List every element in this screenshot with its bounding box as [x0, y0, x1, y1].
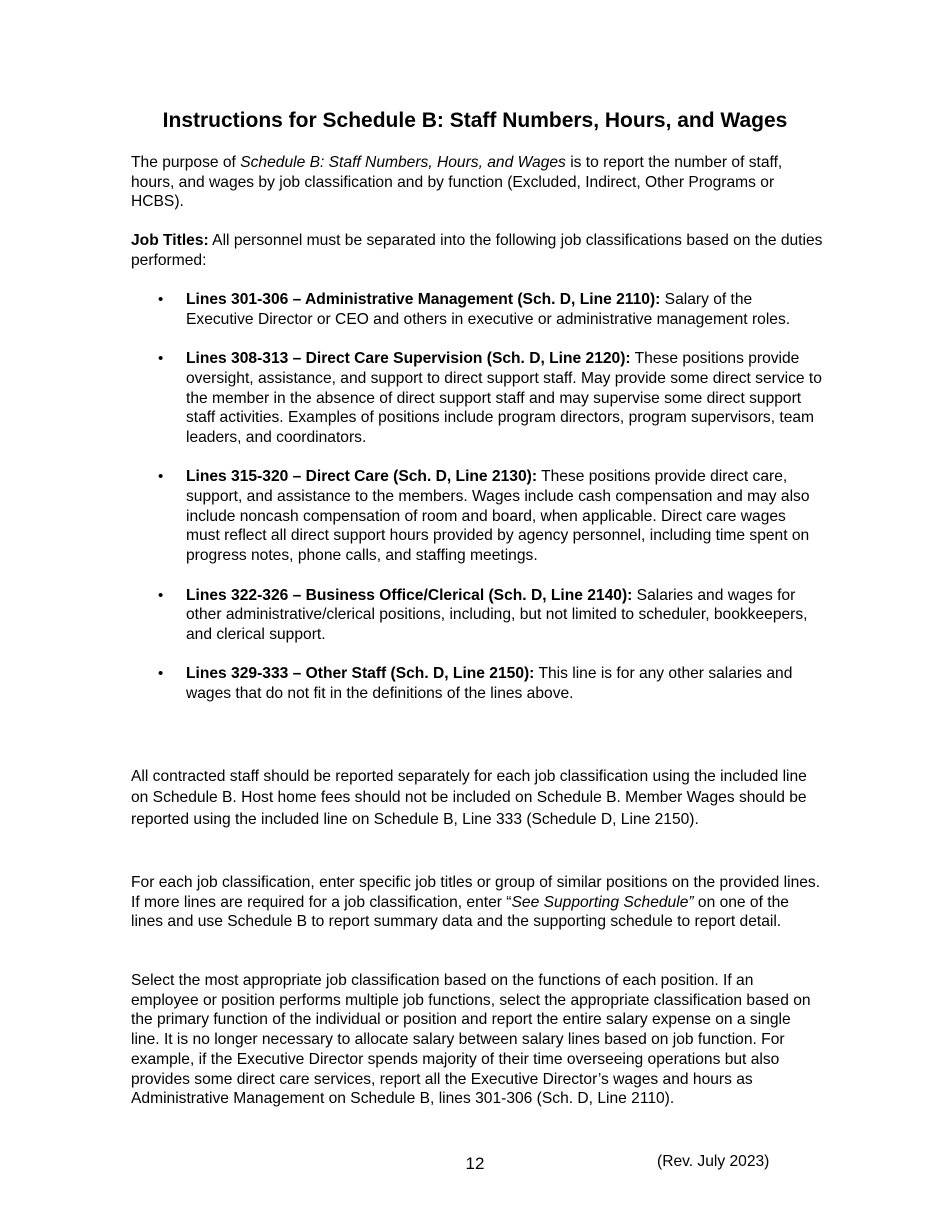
list-item: [131, 664, 823, 703]
intro-italic: Schedule B: Staff Numbers, Hours, and Wages: [240, 154, 566, 171]
bullet-heading: Lines 329-333 – Other Staff (Sch. D, Line 2150):: [186, 665, 535, 683]
bullet-icon: •: [158, 350, 164, 368]
bullet-heading: Lines 315-320 – Direct Care (Sch. D, Line 2130):: [186, 468, 538, 486]
bullet-heading: Lines 301-306 – Administrative Management (Sch. D, Line 2110):: [186, 291, 661, 308]
select-classification-paragraph: Select the most appropriate job classification based on the functions of each position. If an employee or position performs multiple job functions, select the appropriate classification based on the primary function of the individual or position and report the entire salary expense on a single line. It is no longer necessary to allocate salary between salary lines based on job function. For example, if the Executive Director spends majority of their time overseeing operations but also provides some direct care services, report all the Executive Director’s wages and hours as Administrative Management on Schedule B, lines 301-306 (Sch. D, Line 2110).: [131, 972, 811, 1108]
intro-paragraph: [131, 153, 823, 212]
bullet-icon: •: [158, 665, 164, 683]
para-each-post: on one of the lines and use Schedule B to report summary data and the supporting schedule to report detail.: [131, 893, 789, 931]
intro-post: is to report the number of staff, hours, and wages by job classification and by function (Excluded, Indirect, Other Programs or HCBS).: [131, 154, 783, 211]
revision-date: (Rev. July 2023): [657, 1153, 770, 1170]
list-item: [131, 467, 823, 566]
page-title: Instructions for Schedule B: Staff Numbers, Hours, and Wages: [162, 109, 788, 132]
job-classification-list: [131, 290, 823, 704]
bullet-heading: Lines 308-313 – Direct Care Supervision (Sch. D, Line 2120):: [186, 350, 631, 368]
list-item: [131, 349, 823, 448]
contracted-staff-paragraph: All contracted staff should be reported separately for each job classification using the included line on Schedule B. Host home fees should not be included on Schedule B. Member Wages should be reported using the included line on Schedule B, Line 333 (Schedule D, Line 2150).: [131, 768, 807, 828]
bullet-icon: •: [158, 468, 164, 486]
intro-pre: The purpose of: [131, 154, 241, 171]
job-titles-text: All personnel must be separated into the following job classifications based on the duties performed:: [131, 232, 823, 269]
para-each-pre: For each job classification, enter specific job titles or group of similar positions on the provided lines. If more lines are required for a job classification, enter “: [131, 874, 821, 911]
bullet-icon: •: [158, 291, 164, 308]
list-item: [131, 290, 823, 329]
bullet-heading: Lines 322-326 – Business Office/Clerical (Sch. D, Line 2140):: [186, 586, 633, 604]
bullet-text: These positions provide direct care, support, and assistance to the members. Wages include cash compensation and may also include noncash compensation of room and board, when applicable. Direct care wages must reflect all direct support hours provided by agency personnel, including time spent on progress notes, phone calls, and staffing meetings.: [186, 468, 810, 565]
list-item: [131, 586, 823, 645]
bullet-text: Salaries and wages for other administrative/clerical positions, including, but not limited to scheduler, bookkeepers, and clerical support.: [186, 586, 808, 643]
para-each-italic: See Supporting Schedule”: [511, 893, 694, 911]
job-titles-label: Job Titles:: [131, 232, 209, 249]
job-titles-paragraph: [131, 231, 823, 270]
bullet-icon: •: [158, 586, 164, 604]
bullet-text: This line is for any other salaries and wages that do not fit in the definitions of the lines above.: [186, 665, 793, 702]
bullet-text: These positions provide oversight, assistance, and support to direct support staff. May provide some direct service to the member in the absence of direct support staff and may supervise some direct support staff activities. Examples of positions include program directors, program supervisors, team leaders, and coordinators.: [186, 350, 822, 446]
bullet-text: Salary of the Executive Director or CEO and others in executive or administrative management roles.: [186, 291, 791, 328]
job-classification-paragraph: [131, 873, 823, 932]
page-number: 12: [465, 1154, 485, 1173]
